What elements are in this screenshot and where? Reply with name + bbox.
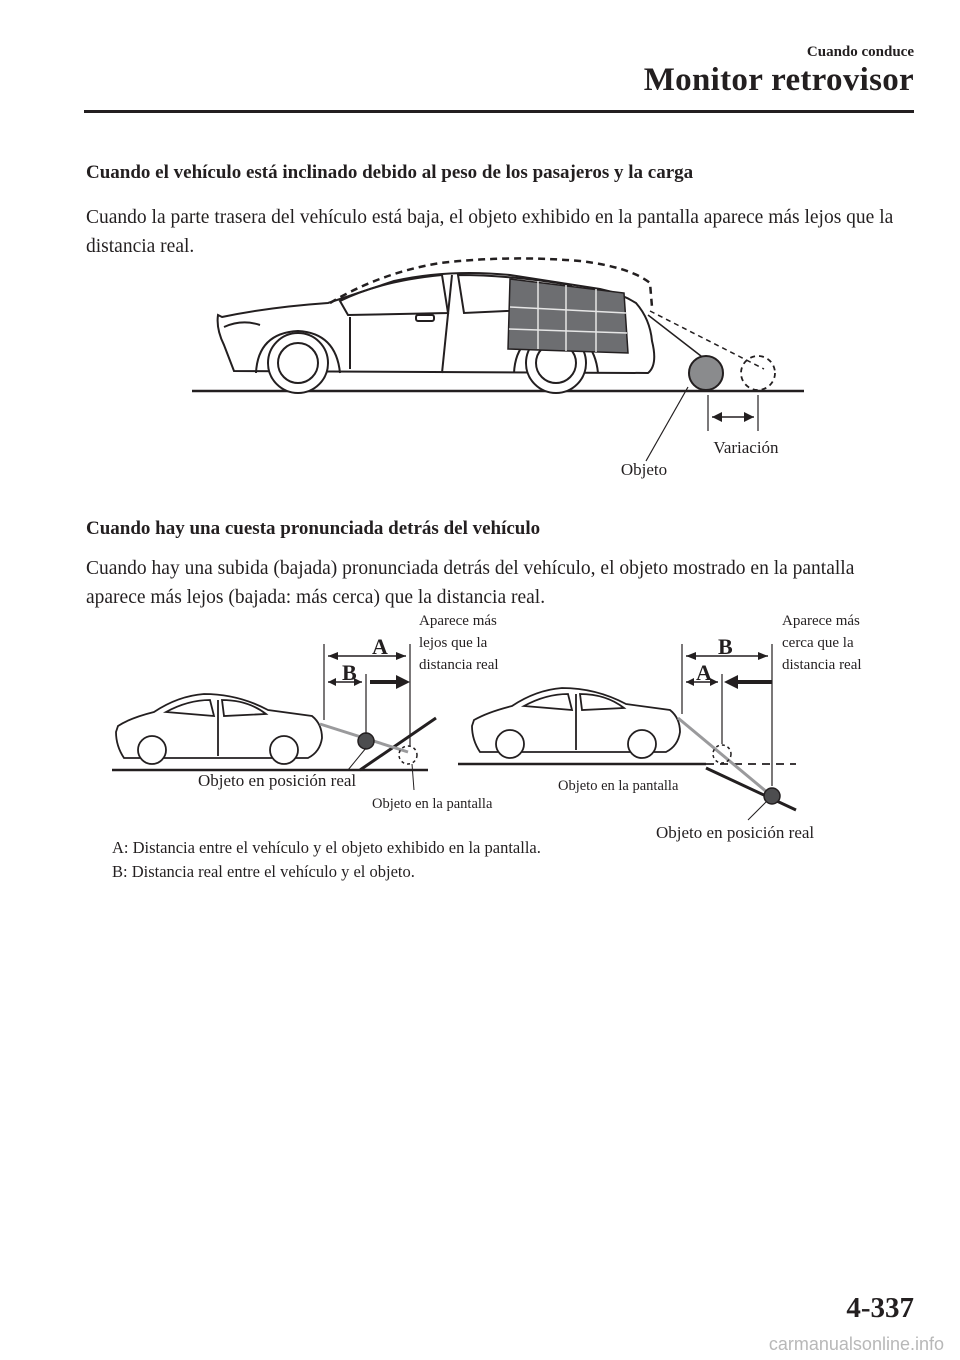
- appears-farther-line2: lejos que la: [419, 635, 488, 651]
- page-number: 4-337: [846, 1292, 914, 1324]
- downhill-slope: [706, 768, 796, 810]
- appears-farther-line3: distancia real: [419, 657, 499, 673]
- real-position-label: Objeto en posición real: [198, 771, 357, 790]
- tilted-car-figure: [180, 245, 820, 485]
- section-label: Cuando conduce: [806, 44, 914, 60]
- object-leader-line: [646, 387, 688, 461]
- letter-a: A: [372, 634, 388, 659]
- paragraph-slope: Cuando hay una subida (bajada) pronunciada detrás del vehículo, el objeto mostrado en la pantalla aparece más lejos (bajada: más cerca) que la distancia real.: [86, 558, 855, 608]
- appears-closer-line2: cerca que la: [782, 635, 854, 651]
- cargo-load: [508, 279, 628, 353]
- letter-a: A: [696, 660, 712, 685]
- section-heading-inclined: Cuando el vehículo está inclinado debido al peso de los pasajeros y la carga: [86, 162, 694, 183]
- real-object: [358, 733, 374, 749]
- camera-sightline: [678, 718, 774, 798]
- legend-a: A: Distancia entre el vehículo y el objeto exhibido en la pantalla.: [112, 838, 541, 857]
- real-position-label: Objeto en posición real: [656, 823, 815, 842]
- rear-wheel: [628, 730, 656, 758]
- page-title: Monitor retrovisor: [643, 62, 914, 98]
- on-screen-label: Objeto en la pantalla: [558, 778, 679, 794]
- front-wheel: [496, 730, 524, 758]
- paragraph-inclined: Cuando la parte trasera del vehículo está baja, el objeto exhibido en la pantalla aparece más lejos que la distancia real.: [86, 207, 894, 257]
- letter-b: B: [718, 634, 733, 659]
- on-screen-label: Objeto en la pantalla: [372, 796, 493, 812]
- rear-wheel: [270, 736, 298, 764]
- object-label: Objeto: [620, 460, 668, 479]
- front-wheel: [256, 331, 340, 393]
- watermark: carmanualsonline.info: [768, 1334, 944, 1354]
- appears-closer-line1: Aparece más: [782, 613, 860, 629]
- section-heading-slope: Cuando hay una cuesta pronunciada detrás del vehículo: [86, 518, 541, 539]
- appears-closer-line3: distancia real: [782, 657, 862, 673]
- variation-label: Variación: [713, 438, 779, 457]
- downhill-figure: [456, 608, 926, 848]
- legend-b: B: Distancia real entre el vehículo y el objeto.: [112, 862, 415, 881]
- letter-b: B: [342, 660, 357, 685]
- real-object: [689, 356, 723, 390]
- real-object: [764, 788, 780, 804]
- front-wheel: [138, 736, 166, 764]
- displayed-object: [741, 356, 775, 390]
- appears-farther-line1: Aparece más: [419, 613, 497, 629]
- header-divider: [84, 110, 914, 113]
